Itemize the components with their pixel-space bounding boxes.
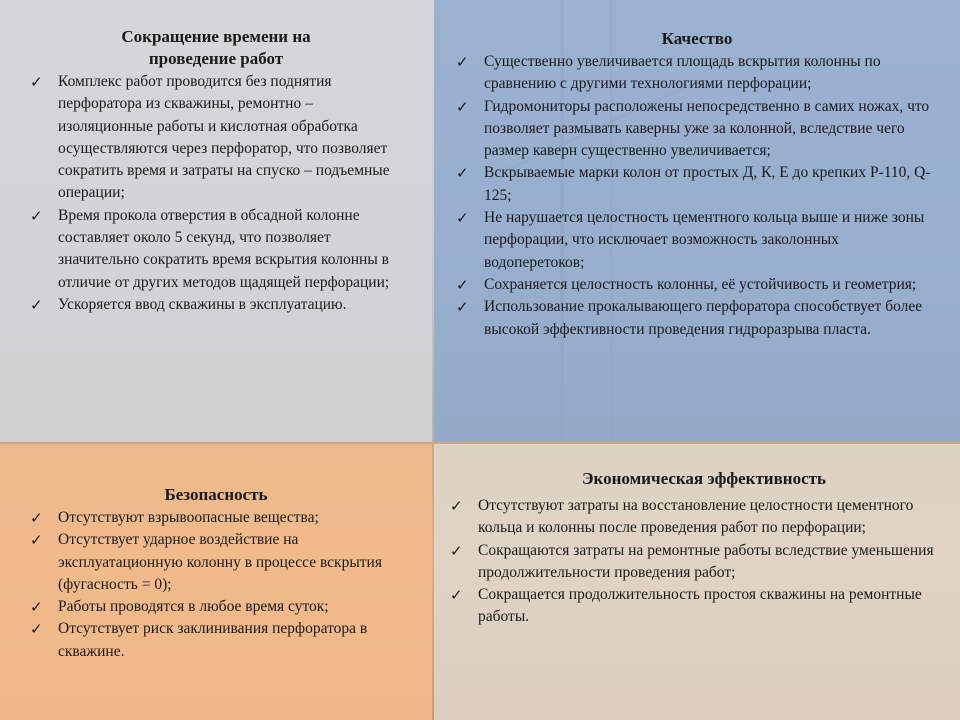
- checkmark-icon: ✓: [30, 531, 43, 550]
- list-item-text: Не нарушается целостность цементного кольца выше и ниже зоны перфорации, что исключает возможность заколонных водоперетоков;: [484, 209, 925, 271]
- checkmark-icon: ✓: [450, 586, 463, 605]
- list-item: [30, 71, 402, 205]
- checkmark-icon: ✓: [456, 53, 469, 71]
- list-item-text: Комплекс работ проводится без поднятия перфоратора из скважины, ремонтно – изоляционные работы и кислотная обработка осуществляются через перфоратор, что позволяет сократить время и затраты на спуско – подъемные операции;: [58, 73, 390, 202]
- panel-safety: [0, 444, 432, 720]
- list-item: [456, 51, 938, 96]
- list-item-text: Отсутствуют затраты на восстановление целостности цементного кольца и колонны после проведения работ по перфорации;: [478, 497, 914, 537]
- list-item: [30, 507, 402, 529]
- checkmark-icon: ✓: [30, 73, 43, 91]
- checkmark-icon: ✓: [30, 509, 43, 527]
- list-item-text: Отсутствует ударное воздействие на эксплуатационную колонну в процессе вскрытия (фугасность = 0);: [58, 531, 382, 593]
- list-item: [450, 495, 938, 540]
- checkmark-icon: ✓: [456, 275, 469, 294]
- list-item-text: Использование прокалывающего перфоратора способствует более высокой эффективности проведения гидроразрыва пласта.: [484, 298, 923, 338]
- bullet-list: [30, 71, 402, 316]
- list-item: [456, 207, 938, 274]
- list-item-text: Время прокола отверстия в обсадной колонне составляет около 5 секунд, что позволяет значительно сократить время вскрытия колонны в отличие от других методов щадящей перфорации;: [58, 206, 390, 291]
- list-item-text: Сохраняется целостность колонны, её устойчивость и геометрия;: [484, 275, 917, 293]
- list-item-text: Ускоряется ввод скважины в эксплуатацию.: [58, 295, 347, 313]
- list-item: [30, 618, 402, 663]
- list-item: [456, 162, 938, 207]
- panel-title: Безопасность: [164, 485, 268, 504]
- list-item-text: Отсутствуют взрывоопасные вещества;: [58, 509, 319, 526]
- list-item: [450, 584, 938, 629]
- list-item: [450, 540, 938, 585]
- panel-title: Экономическая эффективность: [582, 469, 826, 488]
- checkmark-icon: ✓: [30, 620, 43, 639]
- list-item-text: Отсутствует риск заклинивания перфоратора в скважине.: [58, 620, 368, 660]
- panel-title: Сокращение времени на проведение работ: [121, 27, 311, 68]
- list-item: [30, 596, 402, 618]
- checkmark-icon: ✓: [30, 206, 43, 225]
- checkmark-icon: ✓: [30, 598, 43, 617]
- panel-time-reduction: [0, 0, 432, 442]
- checkmark-icon: ✓: [456, 164, 469, 183]
- bullet-list: [456, 51, 938, 341]
- checkmark-icon: ✓: [30, 295, 43, 314]
- list-item-text: Гидромониторы расположены непосредственно в самих ножах, что позволяет размывать каверны уже за колонной, вследствие чего размер каверн существенно увеличивается;: [484, 97, 930, 160]
- checkmark-icon: ✓: [456, 97, 469, 116]
- list-item-text: Работы проводятся в любое время суток;: [58, 598, 329, 616]
- panel-title: Качество: [661, 29, 733, 48]
- list-item: [456, 96, 938, 163]
- list-item-text: Вскрываемые марки колон от простых Д, К, Е до крепких Р-110, Q-125;: [484, 164, 931, 204]
- list-item: [456, 274, 938, 296]
- bullet-list: [30, 507, 402, 663]
- list-item-text: Сокращается продолжительность простоя скважины на ремонтные работы.: [478, 586, 922, 626]
- list-item-text: Сокращаются затраты на ремонтные работы вследствие уменьшения продолжительности проведения работ;: [478, 541, 934, 581]
- list-item: [30, 529, 402, 596]
- panel-economic-efficiency: [434, 444, 960, 720]
- list-item: [30, 205, 402, 294]
- list-item: [456, 296, 938, 341]
- panel-quality: [434, 0, 960, 442]
- bullet-list: [450, 495, 938, 629]
- checkmark-icon: ✓: [456, 209, 469, 228]
- checkmark-icon: ✓: [450, 541, 463, 560]
- checkmark-icon: ✓: [456, 298, 469, 317]
- checkmark-icon: ✓: [450, 497, 463, 515]
- list-item-text: Существенно увеличивается площадь вскрытия колонны по сравнению с другими технологиями перфорации;: [484, 53, 881, 93]
- list-item: [30, 294, 402, 316]
